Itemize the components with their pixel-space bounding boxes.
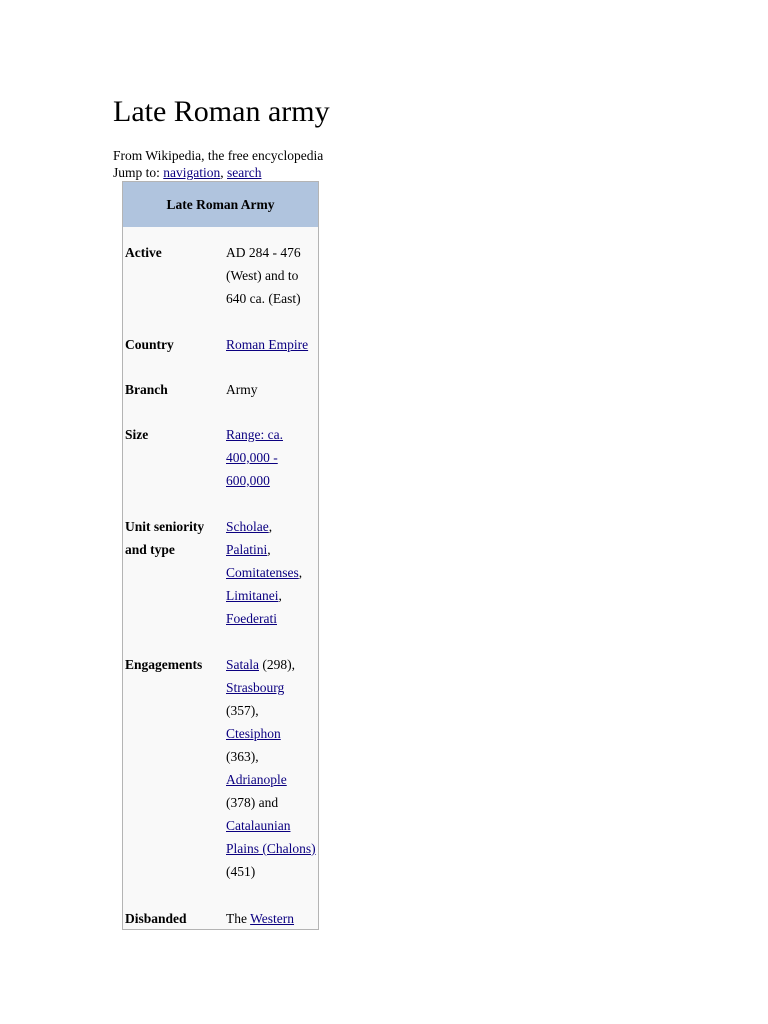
catalaunian-year: (451): [226, 864, 256, 879]
site-tagline: From Wikipedia, the free encyclopedia: [113, 148, 324, 163]
size-label: Size: [125, 427, 149, 442]
country-value: [226, 333, 316, 356]
ctesiphon-year: (363),: [226, 749, 259, 764]
navigation-link[interactable]: navigation: [163, 165, 221, 180]
ctesiphon-link[interactable]: Ctesiphon: [226, 726, 281, 741]
disbanded-prefix: The: [226, 911, 251, 926]
size-range-link[interactable]: Range: ca. 400,000 - 600,000: [226, 427, 283, 488]
roman-empire-link[interactable]: Roman Empire: [226, 337, 309, 352]
scholae-link[interactable]: Scholae: [226, 519, 269, 534]
engagements-value: [226, 653, 316, 883]
disbanded-value: [226, 907, 316, 930]
jump-links: [113, 164, 262, 181]
search-link[interactable]: search: [227, 165, 262, 180]
branch-value: Army: [226, 382, 258, 397]
comitatenses-link[interactable]: Comitatenses: [226, 565, 299, 580]
unit-separator: ,: [268, 519, 273, 534]
satala-link[interactable]: Satala: [226, 657, 259, 672]
western-link[interactable]: Western: [250, 911, 295, 926]
page-title: Late Roman army: [113, 95, 330, 128]
infobox-header: Late Roman Army: [123, 182, 318, 227]
branch-label: Branch: [125, 382, 168, 397]
active-value: AD 284 - 476 (West) and to 640 ca. (East): [226, 245, 301, 306]
unit-label: Unit seniority and type: [125, 519, 205, 557]
unit-separator: ,: [267, 542, 271, 557]
engagements-label: Engagements: [125, 657, 203, 672]
unit-separator: ,: [278, 588, 282, 603]
palatini-link[interactable]: Palatini: [226, 542, 268, 557]
catalaunian-plains-link[interactable]: Catalaunian Plains (Chalons): [226, 818, 316, 856]
unit-separator: ,: [298, 565, 303, 580]
foederati-link[interactable]: Foederati: [226, 611, 277, 626]
strasbourg-year: (357),: [226, 703, 259, 718]
size-value: [226, 423, 316, 492]
strasbourg-link[interactable]: Strasbourg: [226, 680, 285, 695]
jump-prefix: Jump to:: [113, 165, 164, 180]
country-label: Country: [125, 337, 174, 352]
disbanded-label: Disbanded: [125, 911, 187, 926]
active-label: Active: [125, 245, 162, 260]
limitanei-link[interactable]: Limitanei: [226, 588, 279, 603]
adrianople-year: (378) and: [226, 795, 279, 810]
jump-separator: ,: [220, 165, 228, 180]
satala-year: (298),: [259, 657, 295, 672]
infobox: [122, 181, 319, 930]
unit-value: [226, 515, 316, 630]
adrianople-link[interactable]: Adrianople: [226, 772, 287, 787]
